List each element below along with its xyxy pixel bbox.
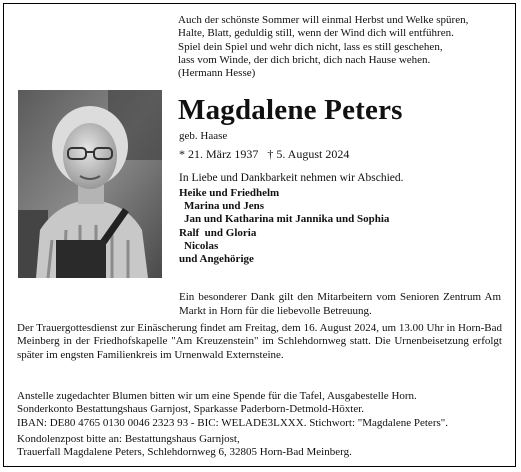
poem-line: Auch der schönste Sommer will einmal Herbst und Welke spüren,	[178, 14, 469, 26]
mourner: und Angehörige	[179, 253, 254, 266]
donation-line: Anstelle zugedachter Blumen bitten wir um eine Spende für die Tafel, Ausgabestelle Horn.	[17, 390, 417, 402]
condolence-address	[17, 433, 507, 460]
birth-name: geb. Haase	[179, 130, 228, 142]
condolence-line: Trauerfall Magdalene Peters, Schlehdornweg 6, 32805 Horn-Bad Meinberg.	[17, 446, 352, 459]
poem-line: lass vom Winde, der dich bricht, dich nach Hause wehen.	[178, 53, 431, 66]
thanks-text: Ein besonderer Dank gilt den Mitarbeitern vom Senioren Zentrum Am Markt in Horn für die liebevolle Betreuung.	[179, 291, 501, 317]
mourners-list	[179, 187, 389, 266]
condolence-line: Kondolenzpost bitte an: Bestattungshaus Garnjost,	[17, 433, 240, 445]
poem-author: (Hermann Hesse)	[178, 67, 256, 80]
farewell-text: In Liebe und Dankbarkeit nehmen wir Abschied.	[179, 172, 404, 184]
funeral-notice: Der Trauergottesdienst zur Einäscherung findet am Freitag, dem 16. August 2024, um 13.00 Uhr in Horn-Bad Meinberg in der Friedhofskapelle "Am Kreuzenstein" im Schlehdornweg statt. Die Urnenbeisetzung erfolgt später im engsten Familienkreis im Urnenwald Externsteine.	[17, 322, 502, 361]
portrait-photo	[18, 90, 162, 278]
life-dates: * 21. März 1937 † 5. August 2024	[179, 147, 350, 161]
mourner: Heike und Friedhelm	[179, 187, 280, 199]
poem-line: Spiel dein Spiel und wehr dich nicht, lass es still geschehen,	[178, 40, 443, 53]
donation-line: Sonderkonto Bestattungshaus Garnjost, Sparkasse Paderborn-Detmold-Höxter.	[17, 403, 365, 416]
mourner: Marina und Jens	[184, 200, 265, 213]
poem	[178, 14, 508, 80]
deceased-name: Magdalene Peters	[178, 94, 403, 126]
donation-notice	[17, 390, 507, 430]
poem-line: Halte, Blatt, geduldig still, wenn der Wind dich will entführen.	[178, 27, 454, 40]
mourner: Nicolas	[184, 239, 219, 252]
donation-line: IBAN: DE80 4765 0130 0046 2323 93 - BIC: WELADE3LXXX. Stichwort: "Magdalene Peters".	[17, 416, 449, 429]
mourner: Jan und Katharina mit Jannika und Sophia	[184, 213, 390, 226]
mourner: Ralf und Gloria	[179, 226, 257, 239]
